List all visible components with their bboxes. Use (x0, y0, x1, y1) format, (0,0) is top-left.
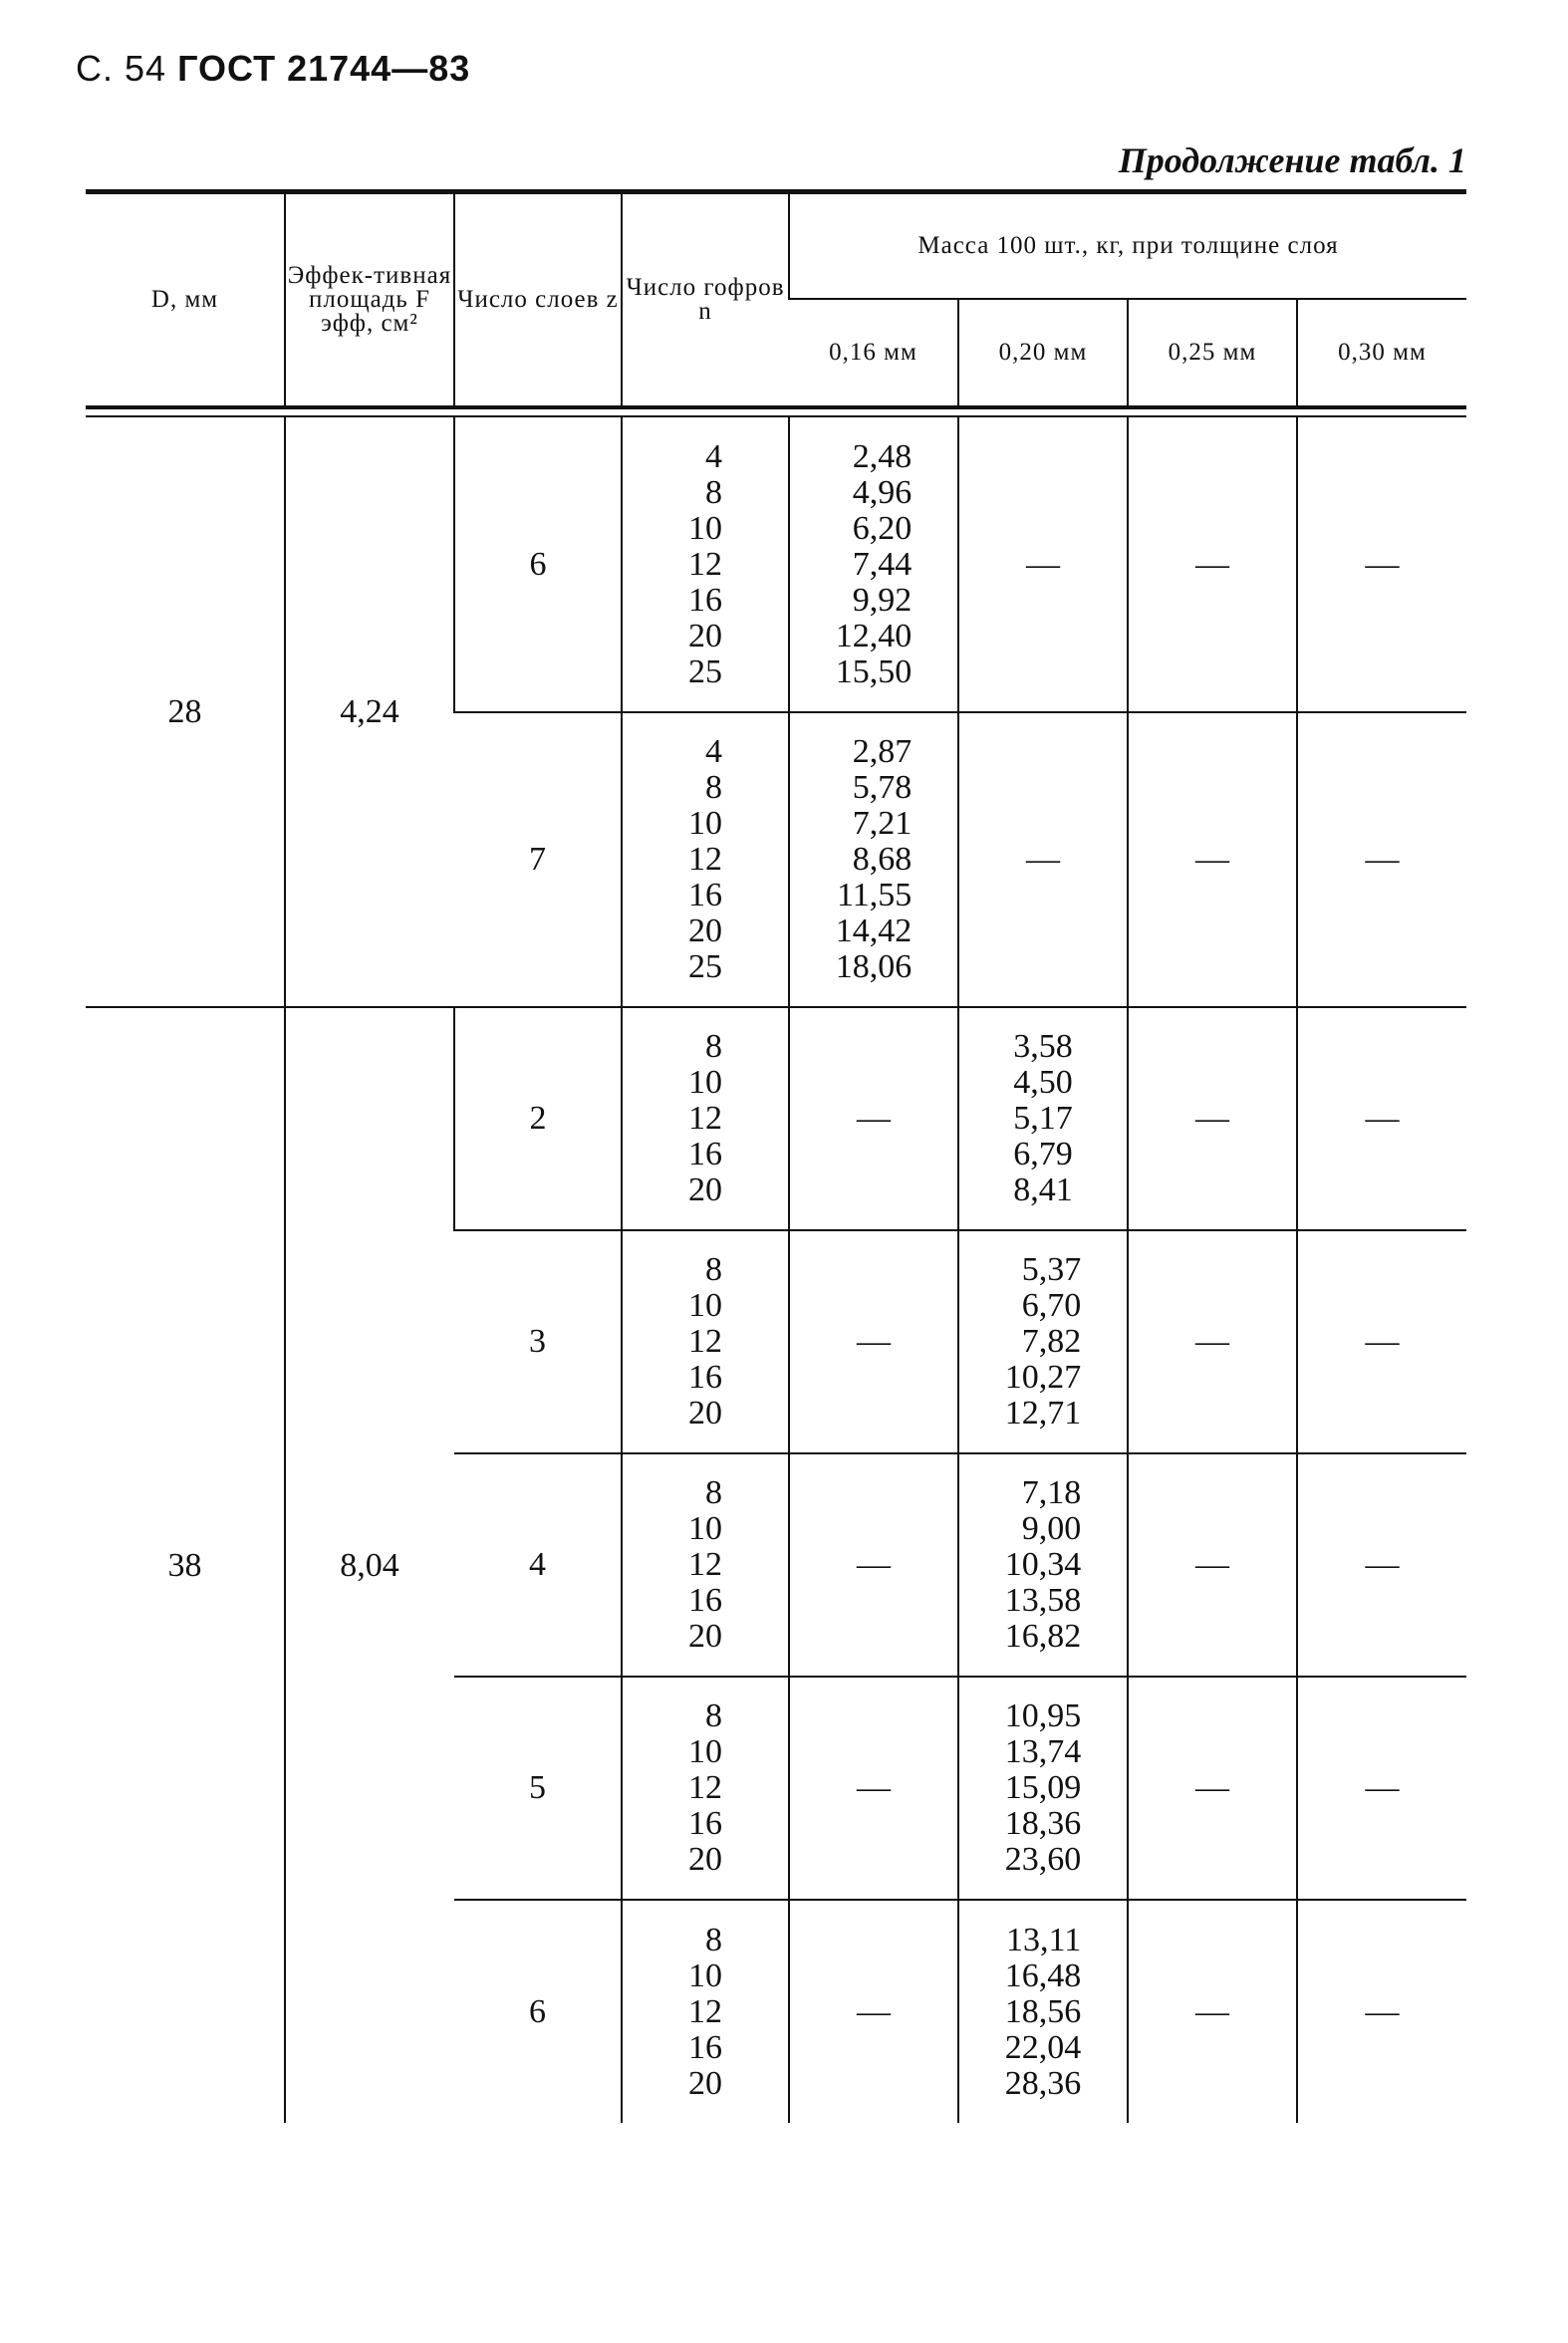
cell-mass-025 (1128, 712, 1297, 1007)
header-thickness-020: 0,20 мм (958, 299, 1128, 405)
cell-mass-025 (1128, 1230, 1297, 1453)
mass-value: 18,06 (835, 948, 913, 985)
cell-mass-030 (1297, 1677, 1466, 1900)
cell-layers: 6 (454, 417, 622, 712)
table-body (86, 417, 1466, 2123)
cell-corrugations (622, 1007, 789, 1230)
mass-list (1013, 1029, 1073, 1208)
mass-value: 15,09 (1004, 1769, 1082, 1806)
corrugation-value: 10 (688, 1956, 722, 1994)
mass-value: 13,74 (1004, 1733, 1082, 1770)
corrugation-value: 10 (688, 1287, 722, 1324)
mass-value: 7,21 (852, 805, 913, 842)
corrugation-value: 10 (688, 509, 722, 547)
corrugation-value: 20 (688, 1395, 722, 1432)
table-continuation-label: Продолжение табл. 1 (1118, 140, 1466, 180)
mass-list (1005, 1923, 1082, 2102)
cell-d: 28 (167, 692, 202, 730)
corrugation-list (688, 1923, 722, 2102)
corrugation-value: 8 (705, 1921, 722, 1958)
cell-mass-030 (1297, 417, 1466, 712)
cell-mass-020 (958, 1900, 1128, 2123)
mass-value: 16,82 (1004, 1618, 1082, 1655)
empty-dash: — (1365, 1100, 1400, 1137)
empty-dash: — (1195, 841, 1229, 878)
empty-dash: — (1365, 545, 1400, 583)
corrugation-value: 16 (688, 1136, 722, 1172)
mass-value: 16,48 (1004, 1956, 1082, 1994)
corrugation-value: 8 (705, 769, 722, 806)
header-thickness-025: 0,25 мм (1128, 299, 1297, 405)
corrugation-list (688, 1252, 722, 1432)
corrugation-list (688, 439, 722, 690)
cell-mass-016 (789, 1677, 958, 1900)
mass-value: 2,87 (852, 733, 913, 770)
corrugation-value: 10 (688, 1510, 722, 1547)
cell-layers: 6 (454, 1900, 622, 2123)
cell-corrugations (622, 1453, 789, 1677)
table-row (86, 1007, 1466, 1230)
cell-corrugations (622, 712, 789, 1007)
cell-mass-030 (1297, 1453, 1466, 1677)
mass-value: 7,18 (1021, 1474, 1082, 1511)
empty-dash: — (1195, 1323, 1229, 1360)
cell-mass-025 (1128, 1677, 1297, 1900)
empty-dash: — (857, 1992, 891, 2030)
cell-mass-025 (1128, 1900, 1297, 2123)
corrugation-value: 12 (688, 1769, 722, 1806)
mass-value: 4,96 (852, 473, 913, 511)
cell-mass-016 (789, 1900, 958, 2123)
mass-value: 18,56 (1004, 1992, 1082, 2030)
corrugation-value: 16 (688, 1805, 722, 1842)
empty-dash: — (857, 1769, 891, 1806)
page-number: С. 54 (76, 48, 167, 89)
corrugation-value: 20 (688, 617, 722, 654)
cell-mass-030 (1297, 1007, 1466, 1230)
corrugation-value: 25 (688, 948, 722, 985)
header-layers: Число слоев z (454, 194, 622, 405)
cell-mass-020 (958, 1230, 1128, 1453)
cell-d: 38 (167, 1546, 202, 1584)
cell-area: 8,04 (285, 1007, 454, 2123)
empty-dash: — (1195, 1100, 1229, 1137)
cell-area: 4,24 (285, 417, 454, 1007)
corrugation-list (688, 1475, 722, 1655)
mass-value: 13,11 (1006, 1921, 1082, 1958)
empty-dash: — (1365, 1546, 1400, 1583)
corrugation-value: 20 (688, 1841, 722, 1878)
corrugation-value: 12 (688, 1546, 722, 1583)
mass-list (836, 734, 913, 985)
header-d: D, мм (150, 286, 219, 313)
empty-dash: — (1195, 1992, 1229, 2030)
empty-dash: — (857, 1546, 891, 1583)
mass-value: 7,82 (1021, 1323, 1082, 1360)
cell-mass-016 (789, 1007, 958, 1230)
corrugation-value: 12 (688, 1100, 722, 1137)
mass-value: 13,58 (1004, 1582, 1082, 1619)
empty-dash: — (1195, 545, 1229, 583)
empty-dash: — (857, 1323, 891, 1360)
header-area: Эффек-тивная площадь F эфф, см² (285, 194, 454, 405)
corrugation-value: 20 (688, 1618, 722, 1655)
standard-id: ГОСТ 21744—83 (177, 48, 471, 89)
cell-mass-016 (789, 712, 958, 1007)
mass-table (86, 189, 1466, 2123)
mass-value: 5,78 (852, 769, 913, 806)
cell-mass-020 (958, 417, 1128, 712)
corrugation-value: 4 (705, 437, 722, 475)
cell-mass-030 (1297, 1230, 1466, 1453)
cell-layers: 7 (454, 712, 622, 1007)
mass-value: 18,36 (1004, 1805, 1082, 1842)
empty-dash: — (1365, 1323, 1400, 1360)
mass-value: 12,40 (835, 617, 913, 654)
corrugation-value: 10 (688, 1733, 722, 1770)
corrugation-value: 20 (688, 912, 722, 949)
table-row (86, 417, 1466, 712)
cell-layers: 4 (454, 1453, 622, 1677)
corrugation-value: 12 (688, 1992, 722, 2030)
cell-mass-016 (789, 1230, 958, 1453)
mass-value: 10,34 (1004, 1546, 1082, 1583)
mass-list (836, 439, 913, 690)
mass-value: 10,95 (1004, 1697, 1082, 1734)
mass-value: 4,50 (1013, 1064, 1073, 1101)
cell-layers: 2 (454, 1007, 622, 1230)
corrugation-value: 12 (688, 1323, 722, 1360)
mass-value: 3,58 (1013, 1028, 1073, 1065)
corrugation-value: 12 (688, 545, 722, 583)
empty-dash: — (857, 1100, 891, 1137)
mass-value: 5,37 (1021, 1251, 1082, 1288)
corrugation-value: 20 (688, 1172, 722, 1208)
corrugation-value: 12 (688, 841, 722, 878)
corrugation-value: 10 (688, 805, 722, 842)
cell-mass-025 (1128, 1453, 1297, 1677)
corrugation-list (688, 734, 722, 985)
mass-value: 2,48 (852, 437, 913, 475)
corrugation-value: 16 (688, 581, 722, 619)
corrugation-value: 8 (705, 1474, 722, 1511)
mass-list (1005, 1475, 1082, 1655)
cell-layers: 5 (454, 1677, 622, 1900)
mass-value: 6,79 (1013, 1136, 1073, 1172)
corrugation-list (688, 1029, 722, 1208)
corrugation-value: 8 (705, 1697, 722, 1734)
corrugation-value: 8 (705, 1251, 722, 1288)
cell-corrugations (622, 1677, 789, 1900)
cell-mass-020 (958, 1453, 1128, 1677)
cell-mass-020 (958, 1677, 1128, 1900)
corrugation-value: 16 (688, 877, 722, 913)
header-thickness-016: 0,16 мм (789, 299, 958, 405)
mass-value: 7,44 (852, 545, 913, 583)
corrugation-value: 16 (688, 1582, 722, 1619)
cell-corrugations (622, 417, 789, 712)
corrugation-value: 25 (688, 652, 722, 690)
cell-layers: 3 (454, 1230, 622, 1453)
mass-value: 14,42 (835, 912, 913, 949)
mass-value: 9,92 (852, 581, 913, 619)
mass-value: 8,68 (852, 841, 913, 878)
header-mass: Масса 100 шт., кг, при толщине слоя (789, 194, 1466, 299)
page-header (76, 48, 470, 90)
cell-mass-016 (789, 417, 958, 712)
empty-dash: — (1195, 1769, 1229, 1806)
header-corrugations: Число гофров n (622, 194, 789, 405)
corrugation-list (688, 1698, 722, 1878)
mass-value: 5,17 (1013, 1100, 1073, 1137)
cell-mass-025 (1128, 417, 1297, 712)
cell-mass-020 (958, 1007, 1128, 1230)
mass-list (1005, 1698, 1082, 1878)
mass-value: 12,71 (1004, 1395, 1082, 1432)
corrugation-value: 8 (705, 1028, 722, 1065)
cell-corrugations (622, 1900, 789, 2123)
corrugation-value: 4 (705, 733, 722, 770)
header-double-rule (86, 405, 1466, 417)
cell-corrugations (622, 1230, 789, 1453)
mass-value: 11,55 (837, 877, 913, 913)
table-header (86, 194, 1466, 405)
mass-value: 6,20 (852, 509, 913, 547)
cell-mass-020 (958, 712, 1128, 1007)
empty-dash: — (1365, 1769, 1400, 1806)
cell-mass-025 (1128, 1007, 1297, 1230)
mass-value: 23,60 (1004, 1841, 1082, 1878)
cell-mass-016 (789, 1453, 958, 1677)
empty-dash: — (1365, 841, 1400, 878)
empty-dash: — (1026, 545, 1060, 583)
corrugation-value: 8 (705, 473, 722, 511)
mass-value: 6,70 (1021, 1287, 1082, 1324)
cell-mass-030 (1297, 712, 1466, 1007)
mass-value: 9,00 (1021, 1510, 1082, 1547)
corrugation-value: 16 (688, 2028, 722, 2066)
mass-value: 28,36 (1004, 2064, 1082, 2102)
corrugation-value: 20 (688, 2064, 722, 2102)
mass-value: 10,27 (1004, 1359, 1082, 1396)
empty-dash: — (1195, 1546, 1229, 1583)
corrugation-value: 16 (688, 1359, 722, 1396)
mass-value: 8,41 (1013, 1172, 1073, 1208)
mass-value: 15,50 (835, 652, 913, 690)
mass-value: 22,04 (1004, 2028, 1082, 2066)
empty-dash: — (1026, 841, 1060, 878)
mass-list (1005, 1252, 1082, 1432)
header-thickness-030: 0,30 мм (1297, 299, 1466, 405)
corrugation-value: 10 (688, 1064, 722, 1101)
cell-mass-030 (1297, 1900, 1466, 2123)
empty-dash: — (1365, 1992, 1400, 2030)
